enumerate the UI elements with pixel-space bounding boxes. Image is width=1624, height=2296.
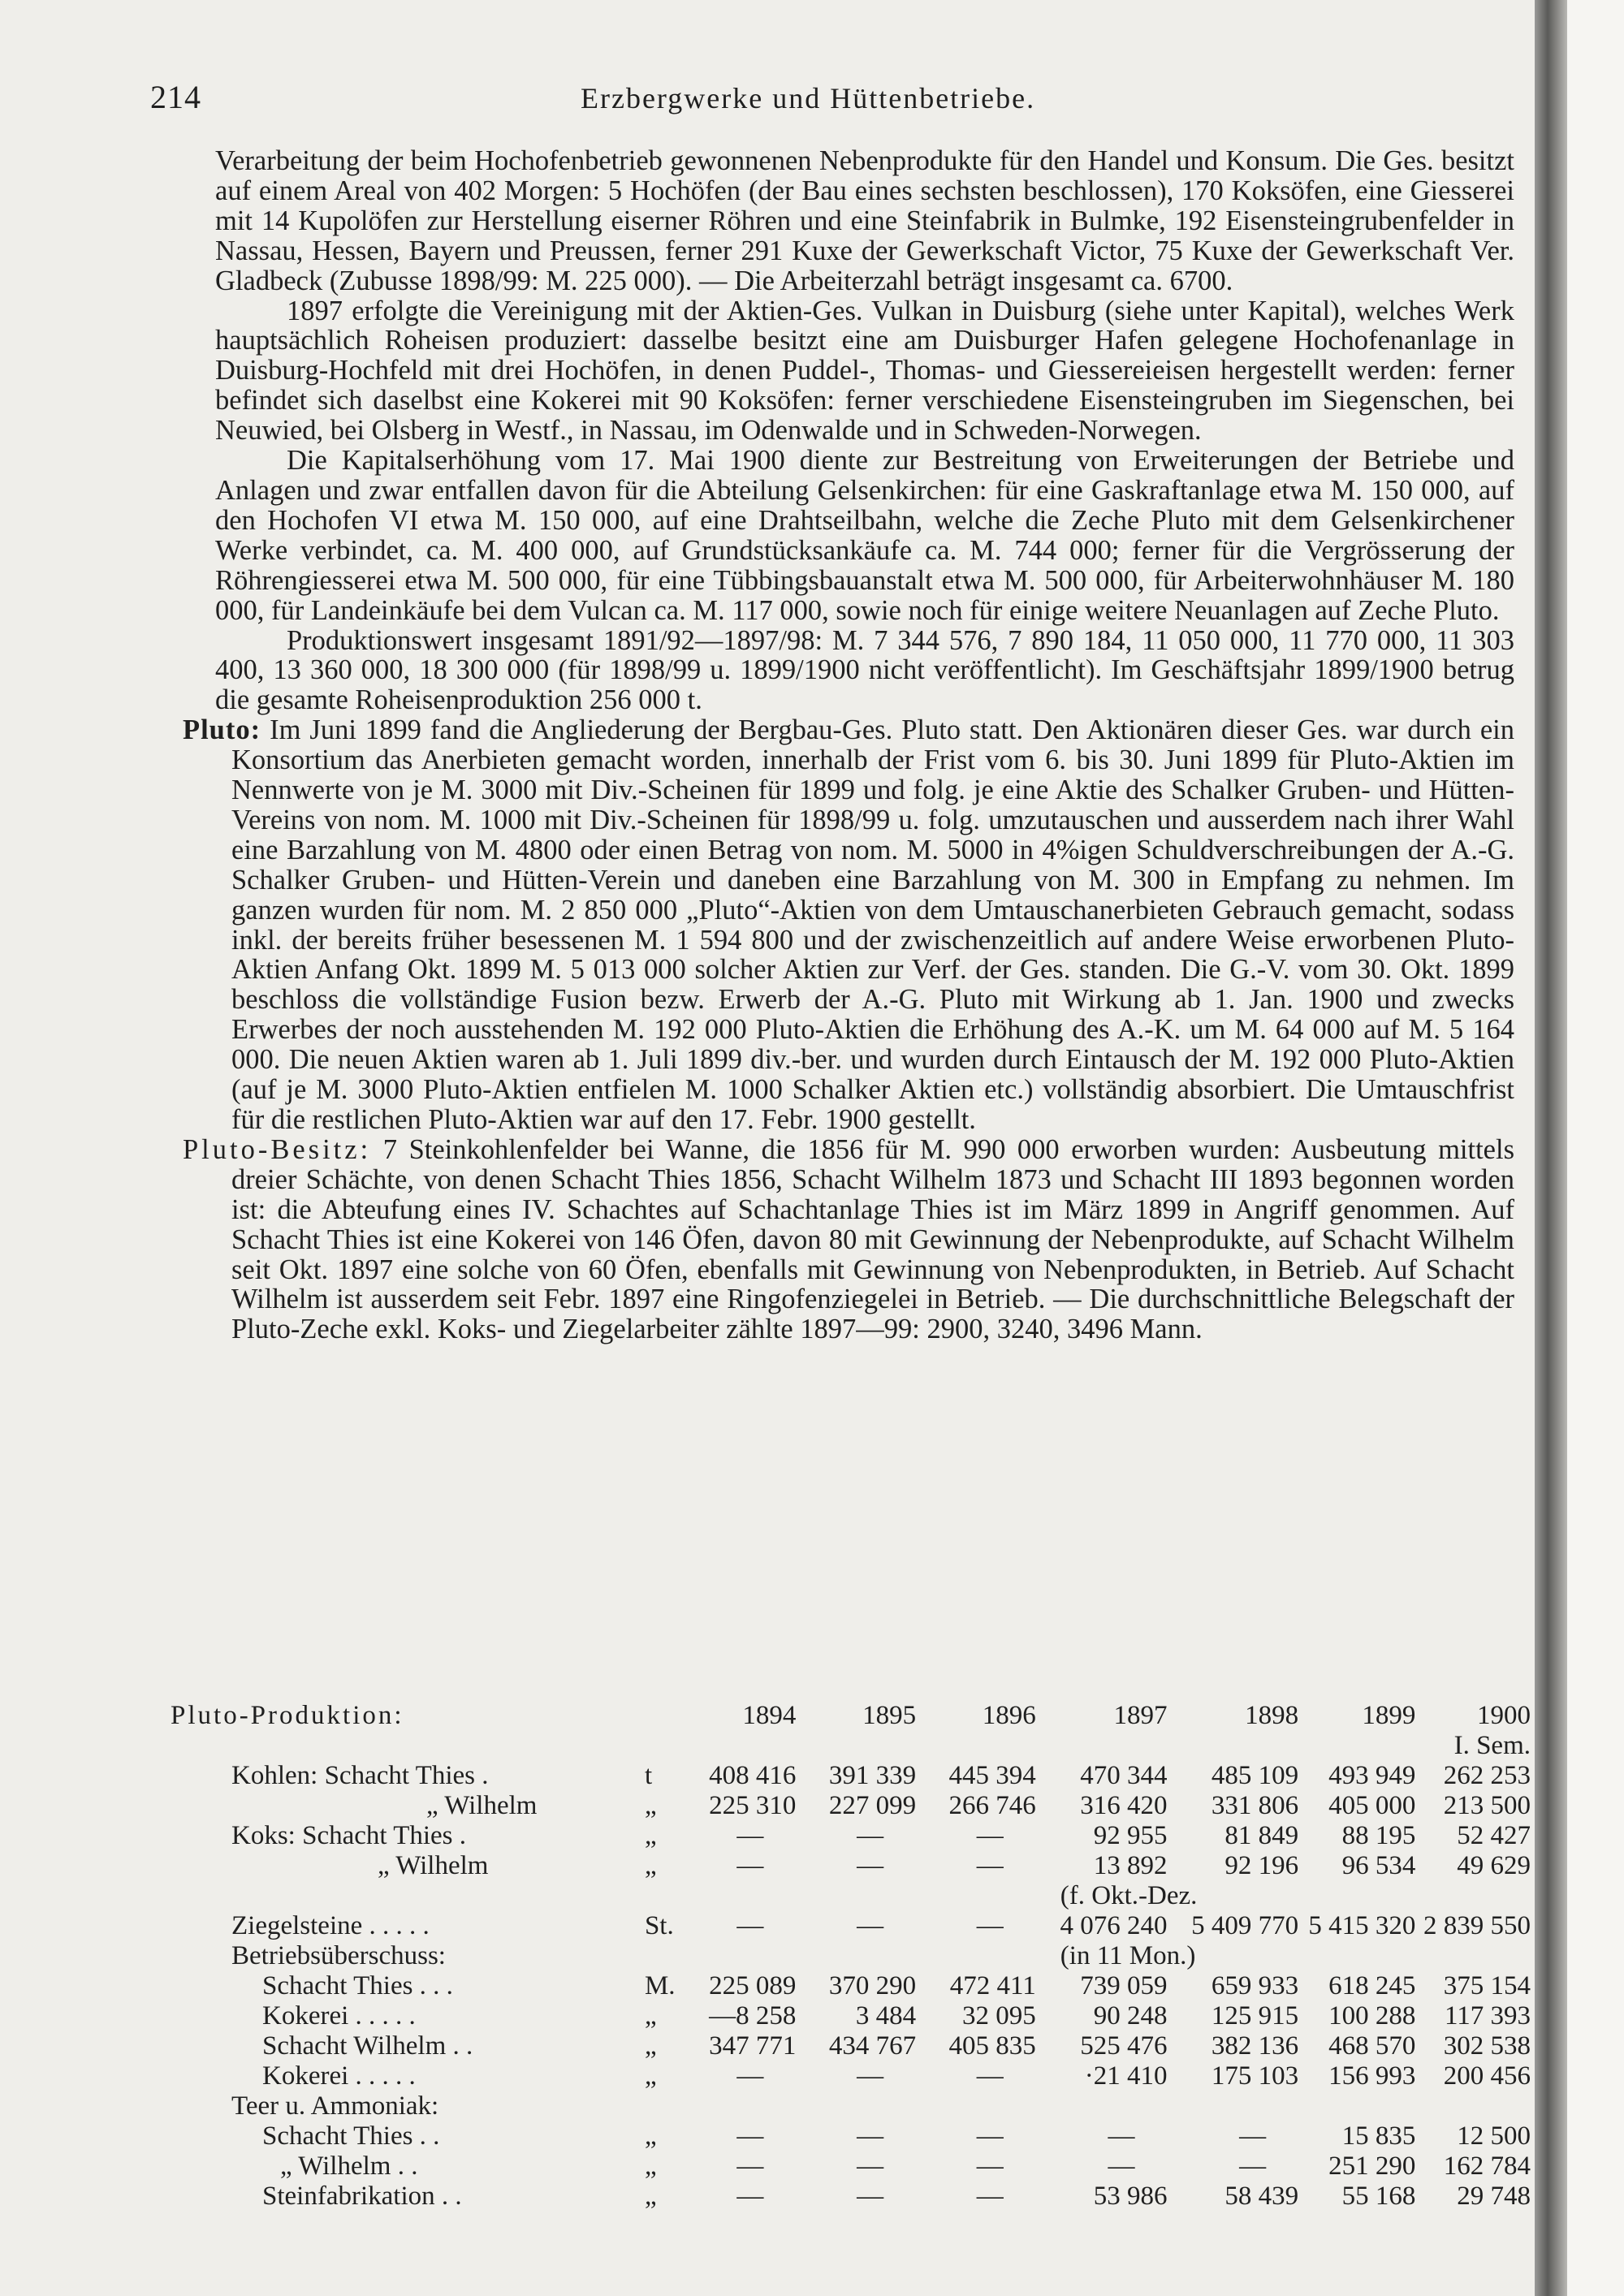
body-text <box>183 145 1515 1345</box>
pluto-label: Pluto: <box>183 714 261 746</box>
table-row <box>231 2001 1531 2031</box>
table-row <box>231 1881 1531 1911</box>
paragraph-company-assets: Verarbeitung der beim Hochofenbetrieb gewonnenen Nebenprodukte für den Handel und Konsum. Die Ges. besitzt auf einem Areal von 402 Morgen: 5 Hochöfen (der Bau eines sechsten beschlossen), 170 Koksöfen, eine Giesserei mit 14 Kupolöfen zur Herstellung eiserner Röhren und eine Steinfabrik in Bulmke, 192 Eisensteingrubenfelder in Nassau, Hessen, Bayern und Preussen, ferner 291 Kuxe der Gewerkschaft Victor, 75 Kuxe der Gewerkschaft Ver. Gladbeck (Zubusse 1898/99: M. 225 000). — Die Arbeiterzahl beträgt insgesamt ca. 6700. <box>215 145 1514 296</box>
row-value: 117 393 <box>1444 2001 1531 2031</box>
row-value <box>796 1941 916 1971</box>
year-header: 1896 <box>982 1701 1036 1730</box>
label-empty <box>231 1731 645 1761</box>
row-value <box>1167 2091 1298 2121</box>
row-value: 227 099 <box>828 1791 917 1820</box>
row-value: 13 892 <box>1093 1851 1168 1880</box>
row-value: 81 849 <box>1224 1821 1299 1850</box>
row-label: Kohlen: Schacht Thies . <box>231 1761 489 1790</box>
table-row <box>231 1851 1531 1881</box>
row-value <box>676 2091 797 2121</box>
row-value <box>796 1881 916 1911</box>
row-value: 52 427 <box>1457 1821 1531 1850</box>
pluto-text: Im Juni 1899 fand die Angliederung der Bergbau-Ges. Pluto statt. Den Aktionären dieser Ges. war durch ein Konsortium das Anerbieten gemacht worden, innerhalb der Frist vom 6. bis 30. Juni 1899 für Pluto-Aktien im Nennwerte von je M. 3000 mit Div.-Scheinen für 1899 und folg. je eine Aktie des Schalker Gruben- und Hütten-Vereins von nom. M. 1000 mit Div.-Scheinen für 1898/99 u. folg. umzutauschen und ausserdem nach ihrer Wahl eine Barzahlung von M. 4800 oder einen Betrag von nom. M. 5000 in <box>231 714 1514 865</box>
row-value: 53 986 <box>1093 2182 1168 2211</box>
row-value: 100 288 <box>1328 2001 1416 2031</box>
row-value: — <box>736 1821 764 1850</box>
row-value <box>676 1941 797 1971</box>
row-value: — <box>857 2061 884 2091</box>
row-value: — <box>736 2182 764 2211</box>
row-value: 472 411 <box>949 1971 1036 2000</box>
row-value: — <box>976 2061 1004 2091</box>
running-title: Erzbergwerke und Hüttenbetriebe. <box>581 82 1036 114</box>
row-value: 316 420 <box>1080 1791 1168 1820</box>
table-row <box>231 1821 1531 1851</box>
row-value: — <box>976 2151 1004 2181</box>
row-value <box>916 1881 1036 1911</box>
row-unit: „ <box>644 1821 657 1850</box>
row-unit: „ <box>644 2151 657 2181</box>
half-year-note: I. Sem. <box>1453 1731 1531 1760</box>
row-value: 92 196 <box>1224 1851 1299 1880</box>
row-value <box>1036 2091 1168 2121</box>
row-note: (in 11 Mon.) <box>1060 1941 1196 1970</box>
row-unit <box>645 1881 676 1911</box>
value-empty <box>1036 1731 1168 1761</box>
row-value <box>796 2091 916 2121</box>
production-table <box>171 1701 1531 2212</box>
row-value: 90 248 <box>1093 2001 1168 2031</box>
table-row <box>231 2091 1531 2121</box>
row-value: 96 534 <box>1341 1851 1416 1880</box>
row-value: 29 748 <box>1457 2182 1531 2211</box>
row-value: 125 915 <box>1211 2001 1299 2031</box>
unit-empty <box>645 1731 676 1761</box>
row-label: Ziegelsteine . . . . . <box>231 1911 430 1940</box>
row-unit: „ <box>644 1791 657 1820</box>
row-unit: „ <box>644 2061 657 2091</box>
row-value: — <box>736 2061 764 2091</box>
row-value: 175 103 <box>1211 2061 1299 2091</box>
row-value: — <box>736 1851 764 1880</box>
table-row <box>231 2121 1531 2151</box>
row-value: 3 484 <box>855 2001 917 2031</box>
row-value: — <box>857 1821 884 1850</box>
production-header-row <box>231 1701 1531 1731</box>
row-value: 302 538 <box>1443 2031 1531 2061</box>
row-unit: „ <box>644 2001 657 2031</box>
row-value: 213 500 <box>1443 1791 1531 1820</box>
row-value: 162 784 <box>1443 2151 1531 2181</box>
row-value: 331 806 <box>1211 1791 1299 1820</box>
row-value: — <box>736 2121 764 2151</box>
row-value: 4 076 240 <box>1060 1911 1168 1940</box>
row-label: Betriebsüberschuss: <box>231 1941 446 1970</box>
row-value: 445 394 <box>948 1761 1036 1790</box>
table-row <box>231 2061 1531 2091</box>
table-row <box>231 1941 1531 1971</box>
row-value <box>1415 2091 1531 2121</box>
row-value: 32 095 <box>962 2001 1036 2031</box>
row-value: 485 109 <box>1211 1761 1299 1790</box>
pluto-besitz-label: Pluto-Besitz: <box>183 1133 372 1165</box>
year-header: 1900 <box>1477 1701 1531 1730</box>
row-value: 225 310 <box>709 1791 797 1820</box>
row-value: — <box>736 1911 764 1940</box>
row-value: 525 476 <box>1080 2031 1168 2061</box>
row-value: 493 949 <box>1328 1761 1416 1790</box>
row-unit: St. <box>644 1911 674 1940</box>
row-value: 58 439 <box>1224 2182 1299 2211</box>
table-row <box>231 1791 1531 1821</box>
table-row <box>231 2151 1531 2182</box>
year-header: 1894 <box>742 1701 797 1730</box>
row-value: —8 258 <box>709 2001 797 2031</box>
row-label: Schacht Thies . . . <box>262 1971 453 2000</box>
row-label <box>231 1881 645 1911</box>
row-label: Teer u. Ammoniak: <box>231 2091 439 2121</box>
row-unit <box>645 2091 676 2121</box>
row-value: 405 835 <box>948 2031 1036 2061</box>
row-value: 12 500 <box>1457 2121 1531 2151</box>
row-value: 434 767 <box>828 2031 917 2061</box>
table-row <box>231 1911 1531 1941</box>
row-value: 2 839 550 <box>1423 1911 1531 1940</box>
year-header: 1897 <box>1113 1701 1168 1730</box>
row-value: 262 253 <box>1443 1761 1531 1790</box>
row-value: 15 835 <box>1341 2121 1416 2151</box>
row-value: — <box>857 1911 884 1940</box>
row-unit: „ <box>644 2121 657 2151</box>
row-value: 200 456 <box>1443 2061 1531 2091</box>
row-value: 88 195 <box>1341 1821 1416 1850</box>
row-value: — <box>1239 2151 1267 2181</box>
page-number: 214 <box>150 79 201 115</box>
row-label: Koks: Schacht Thies . <box>231 1821 467 1850</box>
row-value: 468 570 <box>1328 2031 1416 2061</box>
row-value: 49 629 <box>1457 1851 1531 1880</box>
year-header: 1899 <box>1362 1701 1416 1730</box>
pluto-text-rest: Schuldverschreibungen der A.-G. Schalker Gruben- und Hütten-Verein und daneben eine Barzahlung von M. 300 in Empfang zu nehmen. Im ganzen wurden für nom. M. 2 850 000 „Pluto“-Aktien von dem Umtauschanerbieten Gebrauch gemacht, sodass inkl. der bereits früher besessenen M. 1 594 800 und der zwischenzeitlich auf andere Weise erworbenen Pluto-Aktien Anfang Okt. 1899 M. 5 013 000 solcher Aktien zur Verf. der Ges. standen. Die G.-V. vom 30. Okt. 1899 beschloss die vollständige Fusion bezw. Erwerb der A.-G. Pluto mit Wirkung ab 1. Jan. 1900 und zwecks Erwerbes der noch ausstehenden M. 192 000 Pluto-Aktien die Erhöhung des A.-K. um M. 64 000 auf M. 5 164 000. Die neuen Aktien waren ab 1. Juli 1899 div.-ber. und wurden durch Eintausch der M. 192 000 Pluto-Aktien (auf je M. 3000 Pluto-Aktien entfielen M. 1000 Schalker Aktien etc.) vollständig absorbiert. Die Umtauschfrist für die restlichen Pluto-Aktien war auf den 17. Febr. 1900 gestellt. <box>231 834 1515 1135</box>
row-value: — <box>976 1911 1004 1940</box>
row-label: Schacht Wilhelm . . <box>262 2031 473 2061</box>
row-value: — <box>976 2182 1004 2211</box>
row-value: — <box>736 2151 764 2181</box>
row-value: 391 339 <box>828 1761 917 1790</box>
row-value: 470 344 <box>1080 1761 1168 1790</box>
row-note: (f. Okt.-Dez. <box>1060 1881 1198 1910</box>
paragraph-vulkan-merger: 1897 erfolgte die Vereinigung mit der Aktien-Ges. Vulkan in Duisburg (siehe unter Kapital), welches Werk hauptsächlich Roheisen produziert: dasselbe besitzt eine am Duisburger Hafen gelegene Hochofenanlage in Duisburg-Hochfeld mit drei Hochöfen, in denen Puddel-, Thomas- und Giessereieisen hergestellt werden: ferner befindet sich daselbst eine Kokerei mit 90 Koksöfen: ferner verschiedene Eisensteingruben im Siegenschen, bei Neuwied, bei Olsberg in Westf., in Nassau, im Odenwalde und in Schweden-Norwegen. <box>215 295 1514 447</box>
row-value: — <box>1108 2151 1135 2181</box>
row-unit: „ <box>644 2182 657 2211</box>
row-value: 251 290 <box>1328 2151 1416 2181</box>
paragraph-capital-increase: Die Kapitalserhöhung vom 17. Mai 1900 diente zur Bestreitung von Erweiterungen der Betriebe und Anlagen und zwar entfallen davon für die Abteilung Gelsenkirchen: für eine Gaskraftanlage etwa M. 150 000, auf den Hochofen VI etwa M. 150 000, auf eine Drahtseilbahn, welche die Zeche Pluto mit dem Gelsenkirchener Werke verbindet, ca. M. 400 000, auf Grundstücksankäufe ca. M. 744 000; ferner für die Vergrösserung der Röhrengiesserei etwa M. 500 000, für eine Tübbingsbauanstalt etwa M. 500 000, für Arbeiterwohnhäuser M. 180 000, für Landeinkäufe bei dem Vulcan ca. M. 117 000, sowie noch für einige weitere Neuanlagen auf Zeche Pluto. <box>215 445 1514 626</box>
row-unit: „ <box>644 1851 657 1880</box>
row-label: „ Wilhelm . . <box>280 2151 418 2181</box>
year-header: 1895 <box>862 1701 917 1730</box>
production-subheader-row <box>231 1731 1531 1761</box>
row-value <box>676 1881 797 1911</box>
row-value: 382 136 <box>1211 2031 1299 2061</box>
row-value: 225 089 <box>709 1971 797 2000</box>
row-unit <box>645 1941 676 1971</box>
value-empty <box>676 1731 797 1761</box>
row-value <box>916 1941 1036 1971</box>
value-empty <box>1167 1731 1298 1761</box>
table-row <box>231 2182 1531 2212</box>
row-value: 405 000 <box>1328 1791 1416 1820</box>
row-value <box>916 2091 1036 2121</box>
table-row <box>231 1971 1531 2001</box>
table-row <box>231 1761 1531 1791</box>
row-value: 408 416 <box>709 1761 797 1790</box>
row-unit: „ <box>644 2031 657 2061</box>
row-value: — <box>976 1821 1004 1850</box>
row-label: „ Wilhelm <box>378 1851 489 1880</box>
value-empty <box>916 1731 1036 1761</box>
row-value: 5 415 320 <box>1308 1911 1416 1940</box>
paragraph-pluto <box>183 714 1515 1135</box>
row-value: 375 154 <box>1443 1971 1531 2000</box>
paragraph-pluto-besitz <box>183 1133 1515 1345</box>
pluto-percent: 4%igen <box>1042 834 1128 865</box>
row-value: — <box>857 2121 884 2151</box>
row-value: 739 059 <box>1080 1971 1168 2000</box>
row-label: Kokerei . . . . . <box>262 2001 416 2031</box>
row-value: — <box>857 2182 884 2211</box>
row-value: — <box>1239 2121 1267 2151</box>
row-value: 347 771 <box>709 2031 797 2061</box>
row-label: „ Wilhelm <box>426 1791 538 1820</box>
value-empty <box>1298 1731 1415 1761</box>
row-value: — <box>857 2151 884 2181</box>
value-empty <box>796 1731 916 1761</box>
row-value: — <box>976 2121 1004 2151</box>
row-value: — <box>857 1851 884 1880</box>
table-row <box>231 2031 1531 2061</box>
row-value: — <box>976 1851 1004 1880</box>
pluto-besitz-text: 7 Steinkohlenfelder bei Wanne, die 1856 für M. 990 000 erworben wurden: Ausbeutung mittels dreier Schächte, von denen Schacht Thies 1856, Schacht Wilhelm 1873 und Schacht III 1893 begonnen worden ist: die Abteufung eines IV. Schachtes auf Schachtanlage Thies ist im März 1899 in Angriff genommen. Auf Schacht Thies ist eine Kokerei von 146 Öfen, davon 80 mit Gewinnung der Nebenprodukte, auf Schacht Wilhelm seit Okt. 1897 eine solche von 60 Öfen, ebenfalls mit Gewinnung von Nebenprodukten, in Betrieb. Auf Schacht Wilhelm ist ausserdem seit Febr. 1897 eine Ringofenziegelei in Betrieb. — Die durchschnittliche Belegschaft der Pluto-Zeche exkl. Koks- und Ziegelarbeiter zählte 1897—99: 2900, 3240, 3496 Mann. <box>231 1133 1515 1345</box>
production-heading: Pluto-Produktion: <box>171 1701 404 1730</box>
page-margin <box>1567 0 1624 2296</box>
row-value: 156 993 <box>1328 2061 1416 2091</box>
row-unit: t <box>644 1761 653 1790</box>
row-value: 618 245 <box>1328 1971 1416 2000</box>
row-unit: M. <box>644 1971 676 2000</box>
row-value <box>1298 2091 1415 2121</box>
row-value: 659 933 <box>1211 1971 1299 2000</box>
row-value: ·21 410 <box>1084 2061 1168 2091</box>
row-value: 266 746 <box>948 1791 1036 1820</box>
row-label: Schacht Thies . . <box>262 2121 440 2151</box>
row-value: 5 409 770 <box>1191 1911 1299 1940</box>
row-value: — <box>1108 2121 1135 2151</box>
page-header <box>150 78 1531 119</box>
row-label: Kokerei . . . . . <box>262 2061 416 2091</box>
row-value: 55 168 <box>1341 2182 1416 2211</box>
unit-header <box>645 1701 676 1731</box>
page-binding-edge <box>1535 0 1567 2296</box>
row-label: Steinfabrikation . . <box>262 2182 462 2211</box>
row-value: 92 955 <box>1093 1821 1168 1850</box>
row-value: 370 290 <box>828 1971 917 2000</box>
year-header: 1898 <box>1245 1701 1299 1730</box>
paragraph-production-value: Produktionswert insgesamt 1891/92—1897/98: M. 7 344 576, 7 890 184, 11 050 000, 11 770 000, 11 303 400, 13 360 000, 18 300 000 (für 1898/99 u. 1899/1900 nicht veröffentlicht). Im Geschäftsjahr 1899/1900 betrug die gesamte Roheisenproduktion 256 000 t. <box>215 624 1514 716</box>
